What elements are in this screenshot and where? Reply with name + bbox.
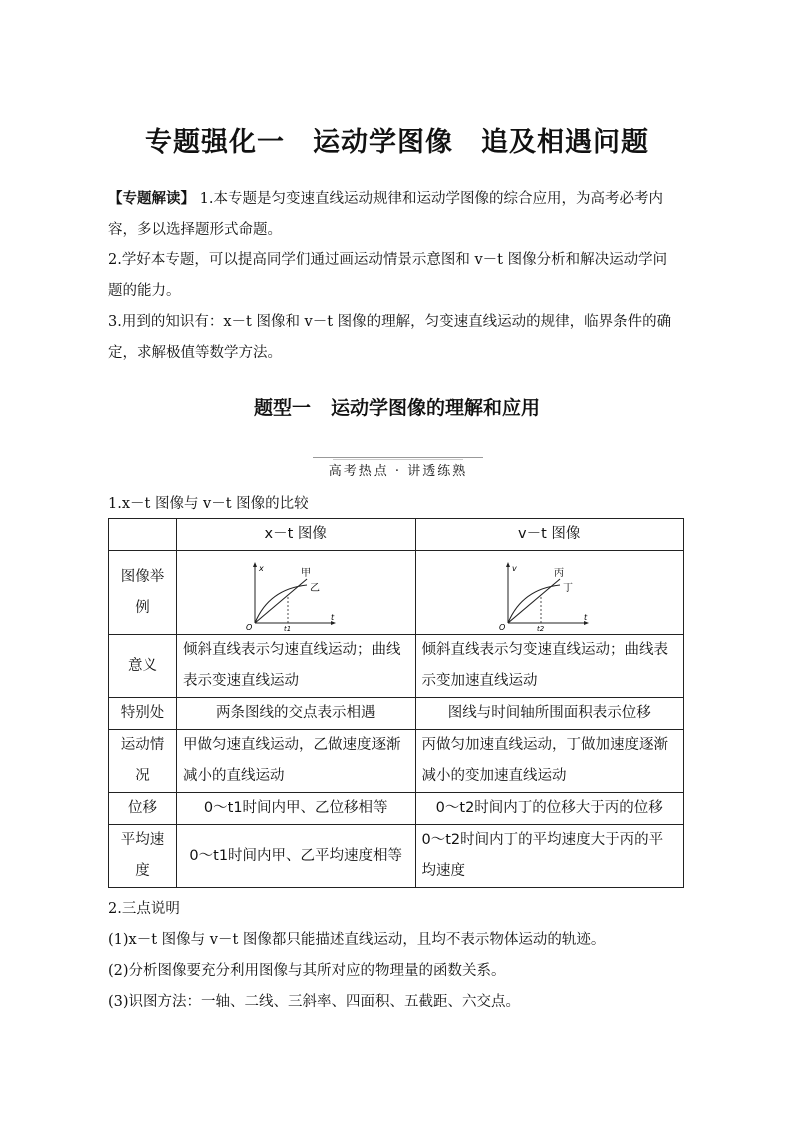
x-t-y-arrow: [253, 562, 257, 567]
note-2: (2)分析图像要充分利用图像与其所对应的物理量的函数关系。: [108, 963, 506, 979]
row-label-meaning: 意义: [109, 635, 177, 698]
section-heading: [0, 393, 794, 420]
section-heading-part-1: 题型一: [253, 397, 311, 419]
cell-disp-v: 0～t2时间内丁的位移大于丙的位移: [415, 793, 684, 825]
x-t-label-jia: 甲: [300, 567, 311, 579]
row-label-motion: 运动情况: [109, 730, 177, 793]
v-t-x-label: t: [584, 612, 588, 622]
intro-paragraph-3: 3.用到的知识有：x－t 图像和 v－t 图像的理解，匀变速直线运动的规律，临界条件的确定，求解极值等数学方法。: [108, 314, 672, 361]
divider-line: [313, 457, 483, 458]
divider-text: 高考热点 · 讲透练熟: [328, 464, 468, 479]
cell-graph-v: [415, 551, 684, 635]
cell-special-x: 两条图线的交点表示相遇: [177, 698, 416, 730]
intro-paragraph-1: [108, 183, 680, 246]
header-x-t: x－t 图像: [177, 519, 416, 551]
comparison-table: [108, 518, 684, 888]
intro-label: 【专题解读】: [108, 190, 195, 207]
cell-meaning-x: 倾斜直线表示匀速直线运动；曲线表示变速直线运动: [177, 635, 416, 698]
cell-motion-v: 丙做匀加速直线运动，丁做加速度逐渐减小的变加速直线运动: [415, 730, 684, 793]
cell-disp-x: 0～t1时间内甲、乙位移相等: [177, 793, 416, 825]
x-t-x-label: t: [330, 612, 334, 622]
row-label-average-velocity: 平均速度: [109, 825, 177, 888]
x-t-y-label: x: [258, 563, 264, 573]
title-part-1: 专题强化一: [145, 127, 285, 158]
v-t-y-label: v: [512, 563, 517, 573]
x-t-line-jia: [255, 579, 307, 623]
v-t-origin-label: O: [499, 622, 506, 631]
table-row-displacement: [109, 793, 684, 825]
x-t-tick-label: t1: [283, 624, 291, 631]
page-title: [0, 120, 794, 159]
section-heading-part-2: 运动学图像的理解和应用: [331, 397, 541, 419]
x-t-curve-yi: [255, 585, 307, 623]
header-v-t: v－t 图像: [415, 519, 684, 551]
notes-heading: 2.三点说明: [108, 901, 180, 917]
table-header-row: [109, 519, 684, 551]
table-row-special: [109, 698, 684, 730]
v-t-graph: [494, 559, 604, 631]
intro-text-1: 1.本专题是匀变速直线运动规律和运动学图像的综合应用，为高考必考内容，多以选择题形式命题。: [108, 191, 663, 238]
v-t-label-ding: 丁: [563, 582, 574, 594]
table-row-average-velocity: [109, 825, 684, 888]
note-3: (3)识图方法：一轴、二线、三斜率、四面积、五截距、六交点。: [108, 994, 521, 1010]
x-t-label-yi: 乙: [309, 582, 320, 594]
intro-paragraph-2: 2.学好本专题，可以提高同学们通过画运动情景示意图和 v－t 图像分析和解决运动学问题的能力。: [108, 252, 668, 299]
row-label-example: 图像举例: [109, 551, 177, 635]
title-part-2: 运动学图像: [313, 127, 453, 158]
row-label-displacement: 位移: [109, 793, 177, 825]
cell-avg-x: 0～t1时间内甲、乙平均速度相等: [177, 825, 416, 888]
x-t-graph: [241, 559, 351, 631]
table-corner-cell: [109, 519, 177, 551]
cell-avg-v: 0～t2时间内丁的平均速度大于丙的平均速度: [415, 825, 684, 888]
v-t-line-bing: [508, 579, 560, 623]
row-label-special: 特别处: [109, 698, 177, 730]
v-t-tick-label: t2: [537, 624, 545, 631]
table-row-example: [109, 551, 684, 635]
v-t-curve-ding: [508, 585, 560, 623]
cell-motion-x: 甲做匀速直线运动，乙做速度逐渐减小的直线运动: [177, 730, 416, 793]
cell-meaning-v: 倾斜直线表示匀变速直线运动；曲线表示变加速直线运动: [415, 635, 684, 698]
table-caption: 1.x－t 图像与 v－t 图像的比较: [108, 496, 309, 512]
table-row-motion: [109, 730, 684, 793]
v-t-y-arrow: [506, 562, 510, 567]
note-1: (1)x－t 图像与 v－t 图像都只能描述直线运动，且均不表示物体运动的轨迹。: [108, 932, 606, 948]
v-t-label-bing: 丙: [554, 567, 565, 579]
cell-graph-x: [177, 551, 416, 635]
notes-block: [108, 894, 605, 1018]
cell-special-v: 图线与时间轴所围面积表示位移: [415, 698, 684, 730]
x-t-origin-label: O: [245, 622, 253, 631]
table-row-meaning: [109, 635, 684, 698]
title-part-3: 追及相遇问题: [481, 127, 649, 158]
section-divider: [313, 452, 483, 482]
